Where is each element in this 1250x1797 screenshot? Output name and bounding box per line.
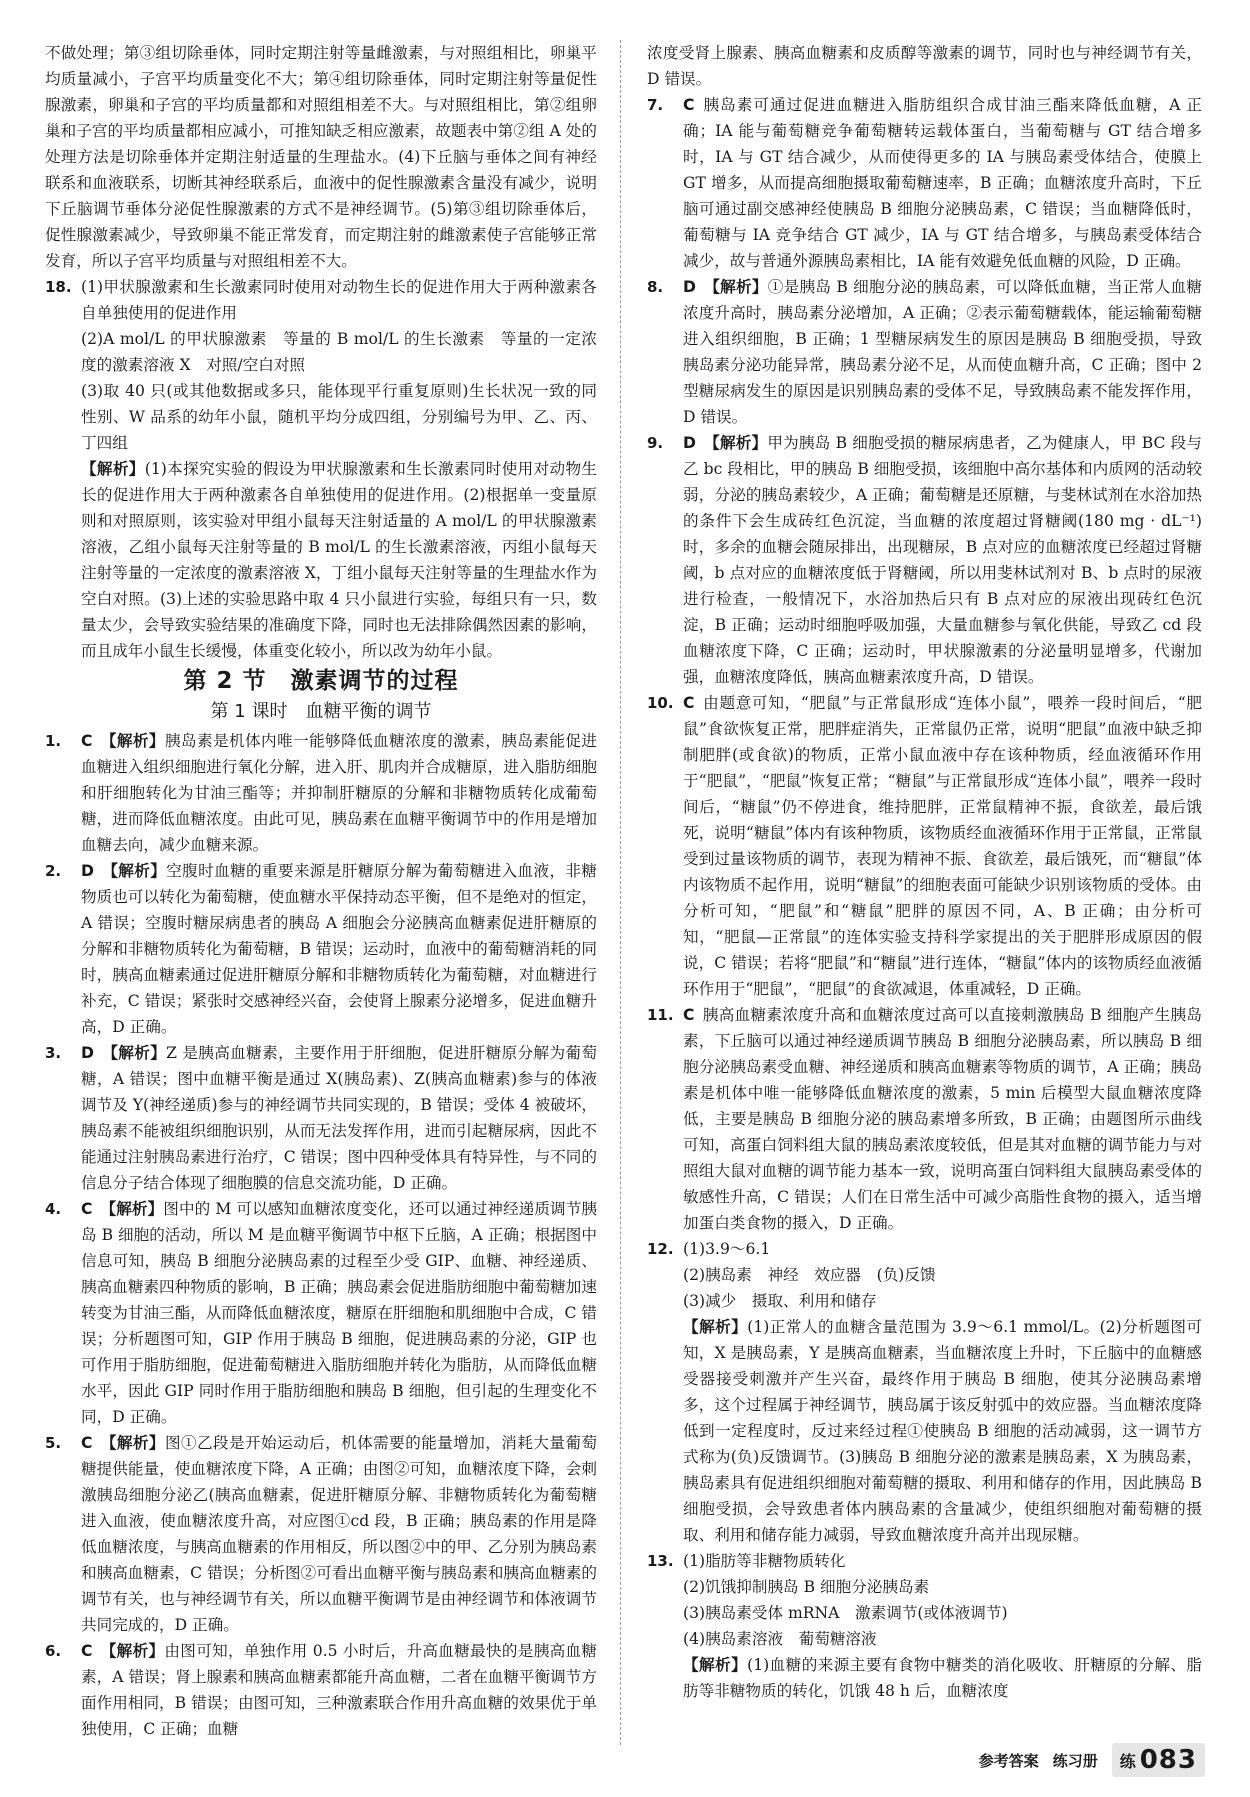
analysis-tag: 【解析】 <box>101 862 167 880</box>
question-9 <box>647 430 1202 690</box>
analysis-text: 空腹时血糖的重要来源是肝糖原分解为葡萄糖进入血液，非糖物质也可以转化为葡萄糖，使血糖水平保持动态平衡，但不是绝对的恒定，A 错误；空腹时糖尿病患者的胰岛 A 细胞会分泌胰高血糖素促进肝糖原的分解和非糖物质转化为葡萄糖，B 错误；运动时，血液中的葡萄糖消耗的同时，胰高血糖素通过促进肝糖原分解和非糖物质转化为葡萄糖，对血糖进行补充，C 错误；紧张时交感神经兴奋，会使肾上腺素分泌增多，促进血糖升高，D 正确。 <box>81 862 597 1036</box>
answer-letter: C <box>683 694 695 712</box>
section-title: 第 2 节 激素调节的过程 <box>183 668 459 694</box>
question-number: 2. <box>45 862 62 880</box>
analysis-tag: 【解析】 <box>100 732 165 750</box>
question-number: 9. <box>647 434 664 452</box>
question-6 <box>45 1638 597 1740</box>
question-number: 12. <box>647 1240 674 1258</box>
page-footer <box>979 1743 1205 1777</box>
analysis-tag: 【解析】 <box>100 1434 165 1452</box>
question-number: 1. <box>45 732 62 750</box>
analysis-tag: 【解析】 <box>81 460 145 478</box>
question-4 <box>45 1196 597 1430</box>
analysis-text: 图①乙段是开始运动后，机体需要的能量增加，消耗大量葡萄糖提供能量，使血糖浓度下降，A 正确；由图②可知，血糖浓度下降，会刺激胰岛细胞分泌乙(胰高血糖素，促进肝糖原分解、非糖物质转化为葡萄糖进入血液，使血糖浓度升高，对应图①cd 段，B 正确；胰岛素的作用是降低血糖浓度，与胰高血糖素的作用相反，所以图②中的甲、乙分别为胰岛素和胰高血糖素，C 错误；分析图②可看出血糖平衡与胰岛素和胰高血糖素的调节有关，也与神经调节有关，所以血糖平衡调节是由神经调节和体液调节共同完成的，D 正确。 <box>81 1434 597 1634</box>
analysis-text: (1)血糖的来源主要有食物中糖类的消化吸收、肝糖原的分解、脂肪等非糖物质的转化，饥饿 48 h 后，血糖浓度 <box>683 1656 1202 1700</box>
analysis-text: Z 是胰高血糖素，主要作用于肝细胞，促进肝糖原分解为葡萄糖，A 错误；图中血糖平衡是通过 X(胰岛素)、Z(胰高血糖素)参与的体液调节及 Y(神经递质)参与的神经调节共同实现的，B 错误；受体 4 被破坏，胰岛素不能被组织细胞识别，从而无法发挥作用，进而引起糖尿病，因此不能通过注射胰岛素进行治疗，C 错误；图中四种受体具有特异性，与不同的信息分子结合体现了细胞膜的信息交流功能，D 正确。 <box>81 1044 597 1192</box>
answer-letter: D <box>81 862 94 880</box>
question-10 <box>647 690 1202 1002</box>
column-divider <box>620 40 621 1745</box>
question-18 <box>45 274 597 664</box>
question-1 <box>45 728 597 858</box>
question-number: 18. <box>45 278 72 296</box>
analysis-text: 胰岛素可通过促进血糖进入脂肪组织合成甘油三酯来降低血糖，A 正确；IA 能与葡萄糖竞争葡萄糖转运载体蛋白，当葡萄糖与 GT 结合增多时，IA 与 GT 结合减少，从而使得更多的 IA 与胰岛素受体结合，使膜上 GT 增多，从而提高细胞摄取葡萄糖速率，B 正确；血糖浓度升高时，下丘脑可通过副交感神经使胰岛 B 细胞分泌胰岛素，C 错误；当血糖降低时，葡萄糖与 IA 竞争结合 GT 减少，IA 与 GT 结合增多，与胰岛素受体结合减少，故与普通外源胰岛素相比，IA 能有效避免低血糖的风险，D 正确。 <box>683 96 1202 270</box>
analysis-tag: 【解析】 <box>683 1318 748 1336</box>
analysis-text: 由图可知，单独作用 0.5 小时后，升高血糖最快的是胰高血糖素，A 错误；肾上腺素和胰高血糖素都能升高血糖，二者在血糖平衡调节方面作用相同，B 错误；由图可知，三种激素联合作用升高血糖的效果优于单独使用，C 正确；血糖 <box>81 1642 597 1738</box>
question-11 <box>647 1002 1202 1236</box>
page-number: 083 <box>1139 1745 1197 1775</box>
answer-letter: C <box>81 732 93 750</box>
question-number: 5. <box>45 1434 62 1452</box>
answer-letter: D <box>683 434 696 452</box>
question-2 <box>45 858 597 1040</box>
answer-letter: C <box>81 1434 93 1452</box>
answer-line: (3)取 40 只(或其他数据或多只，能体现平行重复原则)生长状况一致的同性别、W 品系的幼年小鼠，随机平均分成四组，分别编号为甲、乙、丙、丁四组 <box>81 382 597 452</box>
question-number: 10. <box>647 694 674 712</box>
question-7 <box>647 92 1202 274</box>
left-column <box>45 40 597 1740</box>
question-number: 11. <box>647 1006 674 1024</box>
analysis-tag: 【解析】 <box>683 1656 748 1674</box>
answer-line: (2)胰岛素 神经 效应器 (负)反馈 <box>683 1266 936 1284</box>
page-prefix: 练 <box>1119 1751 1136 1771</box>
page-number-box <box>1112 1743 1205 1777</box>
analysis-tag: 【解析】 <box>100 1642 165 1660</box>
answer-line: (3)减少 摄取、利用和储存 <box>683 1292 877 1310</box>
footer-label-answers: 参考答案 <box>978 1751 1039 1770</box>
answer-letter: C <box>683 1006 695 1024</box>
continued-paragraph: 不做处理；第③组切除垂体，同时定期注射等量雌激素，与对照组相比，卵巢平均质量减小，子宫平均质量变化不大；第④组切除垂体，同时定期注射等量促性腺激素，卵巢和子宫的平均质量都和对照组相差不大。与对照组相比，第②组卵巢和子宫的平均质量都相应减小，可推知缺乏相应激素，故题表中第②组 A 处的处理方法是切除垂体并定期注射适量的生理盐水。(4)下丘脑与垂体之间有神经联系和血液联系，切断其神经联系后，血液中的促性腺激素含量没有减少，说明下丘脑调节垂体分泌促性腺激素的方式不是神经调节。(5)第③组切除垂体后，促性腺激素减少，导致卵巢不能正常发育，而定期注射的雌激素使子宫能够正常发育，所以子宫平均质量与对照组相差不大。 <box>45 44 597 270</box>
answer-line: (1)脂肪等非糖物质转化 <box>683 1552 846 1570</box>
answer-line: (2)饥饿抑制胰岛 B 细胞分泌胰岛素 <box>683 1578 930 1596</box>
question-5 <box>45 1430 597 1638</box>
analysis-tag: 【解析】 <box>100 1200 164 1218</box>
answer-letter: C <box>683 96 695 114</box>
lesson-title: 第 1 课时 血糖平衡的调节 <box>210 701 432 722</box>
question-3 <box>45 1040 597 1196</box>
question-12 <box>647 1236 1202 1548</box>
question-number: 8. <box>647 278 664 296</box>
analysis-text: (1)本探究实验的假设为甲状腺激素和生长激素同时使用对动物生长的促进作用大于两种激素各自单独使用的促进作用。(2)根据单一变量原则和对照原则，该实验对甲组小鼠每天注射适量的 A mol/L 的甲状腺激素溶液，乙组小鼠每天注射等量的 B mol/L 的生长激素溶液，丙组小鼠每天注射等量的一定浓度的激素溶液 X，丁组小鼠每天注射等量的生理盐水作为空白对照。(3)上述的实验思路中取 4 只小鼠进行实验，每组只有一只，数量太少，会导致实验结果的准确度下降，同时也无法排除偶然因素的影响，而且成年小鼠生长缓慢，体重变化较小，所以改为幼年小鼠。 <box>81 460 597 660</box>
answer-line: (3)胰岛素受体 mRNA 激素调节(或体液调节) <box>683 1604 1008 1622</box>
answer-line: (2)A mol/L 的甲状腺激素 等量的 B mol/L 的生长激素 等量的一定浓度的激素溶液 X 对照/空白对照 <box>81 330 597 374</box>
analysis-block <box>683 1318 1202 1544</box>
answer-letter: D <box>81 1044 94 1062</box>
answer-letter: C <box>81 1200 93 1218</box>
answer-letter: D <box>683 278 696 296</box>
answer-line: (1)3.9～6.1 <box>683 1240 771 1258</box>
question-number: 7. <box>647 96 664 114</box>
question-8 <box>647 274 1202 430</box>
analysis-text: 胰高血糖素浓度升高和血糖浓度过高可以直接刺激胰岛 B 细胞产生胰岛素，下丘脑可以通过神经递质调节胰岛 B 细胞分泌胰岛素，所以胰岛 B 细胞分泌胰岛素受血糖、神经递质和胰高血糖素等物质的调节，A 正确；胰岛素是机体中唯一能够降低血糖浓度的激素，5 min 后模型大鼠血糖浓度降低，主要是胰岛 B 细胞分泌的胰岛素增多所致，B 正确；由题图所示曲线可知，高蛋白饲料组大鼠的胰岛素浓度较低，但是其对血糖的调节能力与对照组大鼠对血糖的调节能力基本一致，说明高蛋白饲料组大鼠胰岛素受体的敏感性升高，C 错误；人们在日常生活中可减少高脂性食物的摄入，适当增加蛋白类食物的摄入，D 正确。 <box>683 1006 1202 1232</box>
analysis-text: 图中的 M 可以感知血糖浓度变化，还可以通过神经递质调节胰岛 B 细胞的活动，所以 M 是血糖平衡调节中枢下丘脑，A 正确；根据图中信息可知，胰岛 B 细胞分泌胰岛素的过程至少受 GIP、血糖、神经递质、胰高血糖素四种物质的影响，B 正确；胰岛素会促进脂肪细胞中葡萄糖加速转变为甘油三酯，从而降低血糖浓度，糖原在肝细胞和肌细胞中合成，C 错误；分析题图可知，GIP 作用于胰岛 B 细胞，促进胰岛素的分泌，GIP 也可作用于脂肪细胞，促进葡萄糖进入脂肪细胞并转化为脂肪，从而降低血糖水平，因此 GIP 同时作用于脂肪细胞和胰岛 B 细胞，但引起的生理变化不同，D 正确。 <box>81 1200 597 1426</box>
analysis-text: 胰岛素是机体内唯一能够降低血糖浓度的激素，胰岛素能促进血糖进入组织细胞进行氧化分解，进入肝、肌肉并合成糖原，进入脂肪细胞和肝细胞转化为甘油三酯等；并抑制肝糖原的分解和非糖物质转化成葡萄糖，进而降低血糖浓度。由此可见，胰岛素在血糖平衡调节中的作用是增加血糖去向，减少血糖来源。 <box>81 732 597 854</box>
footer-label-workbook: 练习册 <box>1052 1751 1098 1770</box>
analysis-text: 甲为胰岛 B 细胞受损的糖尿病患者，乙为健康人，甲 BC 段与乙 bc 段相比，甲的胰岛 B 细胞受损，该细胞中高尔基体和内质网的活动较弱，分泌的胰岛素较少，A 正确；葡萄糖是还原糖，与斐林试剂在水浴加热的条件下会生成砖红色沉淀，当血糖的浓度超过肾糖阈(180 mg · dL⁻¹)时，多余的血糖会随尿排出，出现糖尿，B 点对应的血糖浓度已经超过肾糖阈，b 点对应的血糖浓度低于肾糖阈，所以用斐林试剂对 B、b 点时的尿液进行检查，一般情况下，水浴加热后只有 B 点对应的尿液出现砖红色沉淀，B 正确；运动时细胞呼吸加强，大量血糖参与氧化供能，导致乙 cd 段血糖浓度下降，C 正确；运动时，甲状腺激素的分泌量明显增多，代谢加强，血糖浓度降低，胰高血糖素浓度升高，D 错误。 <box>683 434 1202 686</box>
analysis-text: 由题意可知，“肥鼠”与正常鼠形成“连体小鼠”，喂养一段时间后，“肥鼠”食欲恢复正常，肥胖症消失，正常鼠仍正常，说明“肥鼠”血液中缺乏抑制肥胖(或食欲)的物质，正常小鼠血液中存在该种物质，经血液循环作用于“肥鼠”，“肥鼠”恢复正常；“糖鼠”与正常鼠形成“连体小鼠”，喂养一段时间后，“糖鼠”仍不停进食，维持肥胖，正常鼠精神不振，食欲差，最后饿死，说明“糖鼠”体内有该种物质，该物质经血液循环作用于正常鼠，正常鼠受到过量该物质的调节，表现为精神不振、食欲差，最后饿死，而“糖鼠”体内该物质不起作用，说明“糖鼠”的细胞表面可能缺少识别该物质的受体。由分析可知，“肥鼠”和“糖鼠”肥胖的原因不同，A、B 正确；由分析可知，“肥鼠—正常鼠”的连体实验支持科学家提出的关于肥胖形成原因的假说，C 错误；若将“肥鼠”和“糖鼠”进行连体，“糖鼠”体内的该物质经血液循环作用于“肥鼠”，“肥鼠”的食欲减退，体重减轻，D 正确。 <box>683 694 1202 998</box>
analysis-tag: 【解析】 <box>703 434 768 452</box>
question-number: 13. <box>647 1552 674 1570</box>
question-number: 6. <box>45 1642 62 1660</box>
question-number: 4. <box>45 1200 62 1218</box>
analysis-text: ①是胰岛 B 细胞分泌的胰岛素，可以降低血糖，当正常人血糖浓度升高时，胰岛素分泌增加，A 正确；②表示葡萄糖载体，能运输葡萄糖进入组织细胞，B 正确；1 型糖尿病发生的原因是胰岛 B 细胞受损，导致胰岛素分泌功能异常，胰岛素分泌不足，从而使血糖升高，C 正确；图中 2 型糖尿病发生的原因是识别胰岛素的受体不足，导致胰岛素不能发挥作用，D 错误。 <box>683 278 1202 426</box>
answer-line: (4)胰岛素溶液 葡萄糖溶液 <box>683 1630 877 1648</box>
analysis-block <box>81 460 597 660</box>
continued-paragraph: 浓度受肾上腺素、胰高血糖素和皮质醇等激素的调节，同时也与神经调节有关，D 错误。 <box>647 44 1202 88</box>
analysis-text: (1)正常人的血糖含量范围为 3.9～6.1 mmol/L。(2)分析题图可知，X 是胰岛素，Y 是胰高血糖素，当血糖浓度上升时，下丘脑中的血糖感受器接受刺激并产生兴奋，最终作用于胰岛 B 细胞，使其分泌胰岛素增多，这个过程属于神经调节，胰岛属于该反射弧中的效应器。当血糖浓度降低到一定程度时，反过来经过程①使胰岛 B 细胞的活动减弱，这一调节方式称为(负)反馈调节。(3)胰岛 B 细胞分泌的激素是胰岛素，X 为胰岛素，胰岛素具有促进组织细胞对葡萄糖的摄取、利用和储存的作用，因此胰岛 B 细胞受损，会导致患者体内胰岛素的含量减少，使组织细胞对葡萄糖的摄取、利用和储存能力减弱，导致血糖浓度升高并出现尿糖。 <box>683 1318 1202 1544</box>
answer-letter: C <box>81 1642 93 1660</box>
answer-line: (1)甲状腺激素和生长激素同时使用对动物生长的促进作用大于两种激素各自单独使用的促进作用 <box>81 278 597 322</box>
question-number: 3. <box>45 1044 62 1062</box>
analysis-block <box>683 1656 1202 1700</box>
question-13 <box>647 1548 1202 1704</box>
analysis-tag: 【解析】 <box>703 278 768 296</box>
analysis-tag: 【解析】 <box>101 1044 167 1062</box>
right-column <box>647 40 1202 1740</box>
